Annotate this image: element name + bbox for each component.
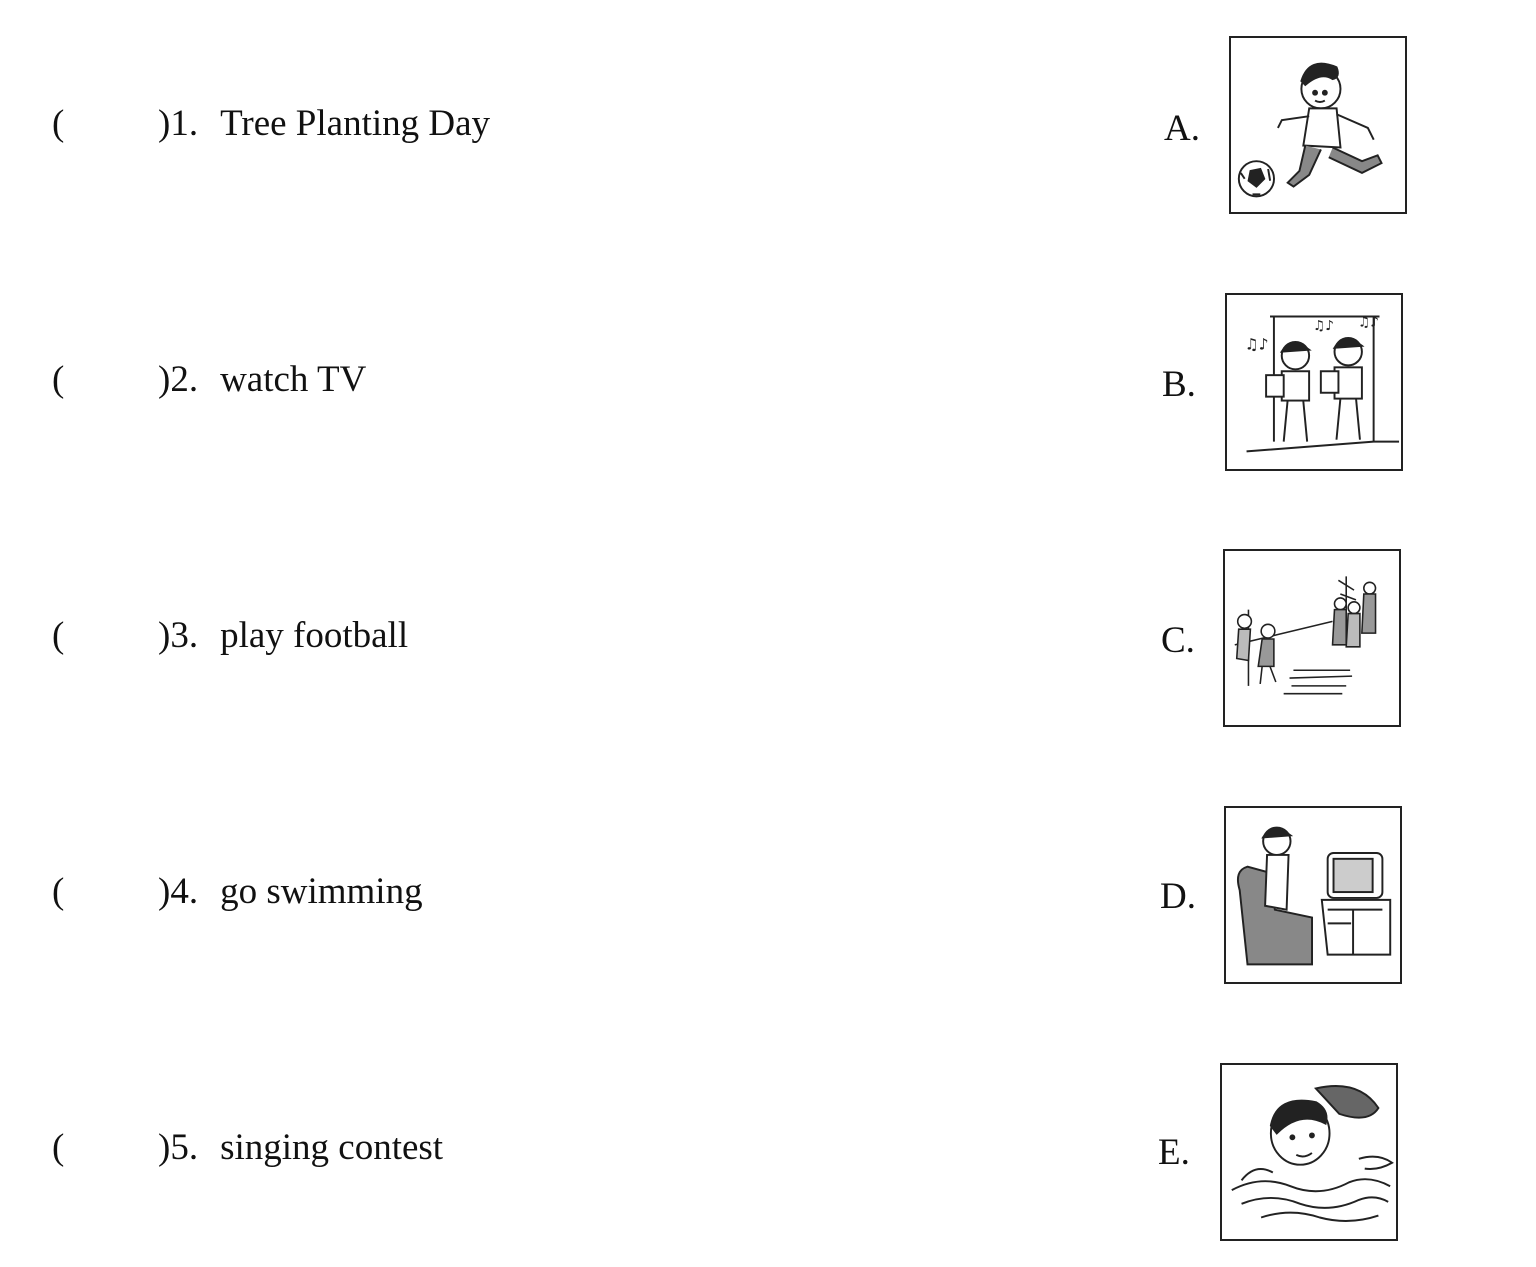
option-letter-c: C. [1161,620,1195,661]
answer-blank[interactable]: ( [52,1127,65,1168]
question-text: Tree Planting Day [220,103,491,144]
question-text: go swimming [220,871,423,912]
close-paren: ) [158,359,171,400]
question-text: play football [220,615,409,656]
boy-kicking-football-icon [1231,38,1405,212]
option-letter-a: A. [1164,108,1200,149]
answer-blank[interactable]: ( [52,871,65,912]
option-letter-d: D. [1160,876,1196,917]
boy-swimming-icon [1222,1065,1396,1239]
svg-text:♫♪: ♫♪ [1244,334,1269,354]
question-1 [52,105,490,142]
question-5 [52,1129,443,1166]
option-letter-e: E. [1158,1132,1190,1173]
question-2 [52,361,366,398]
question-number: 5. [170,1127,199,1168]
option-picture-c [1223,549,1401,727]
close-paren: ) [158,103,171,144]
question-text: watch TV [220,359,367,400]
option-picture-e [1220,1063,1398,1241]
close-paren: ) [158,1127,171,1168]
children-planting-trees-icon [1225,551,1399,725]
close-paren: ) [158,615,171,656]
close-paren: ) [158,871,171,912]
option-picture-d [1224,806,1402,984]
question-number: 2. [170,359,199,400]
svg-text:♫♪: ♫♪ [1313,318,1335,335]
boy-watching-tv-icon [1226,808,1400,982]
answer-blank[interactable]: ( [52,359,65,400]
question-number: 1. [170,103,199,144]
option-picture-b [1225,293,1403,471]
option-picture-a [1229,36,1407,214]
svg-text:♫♪: ♫♪ [1357,314,1379,331]
question-number: 3. [170,615,199,656]
question-4 [52,873,423,910]
question-number: 4. [170,871,199,912]
answer-blank[interactable]: ( [52,103,65,144]
question-3 [52,617,408,654]
question-text: singing contest [220,1127,444,1168]
answer-blank[interactable]: ( [52,615,65,656]
two-children-singing-icon [1227,295,1401,469]
option-letter-b: B. [1162,364,1196,405]
